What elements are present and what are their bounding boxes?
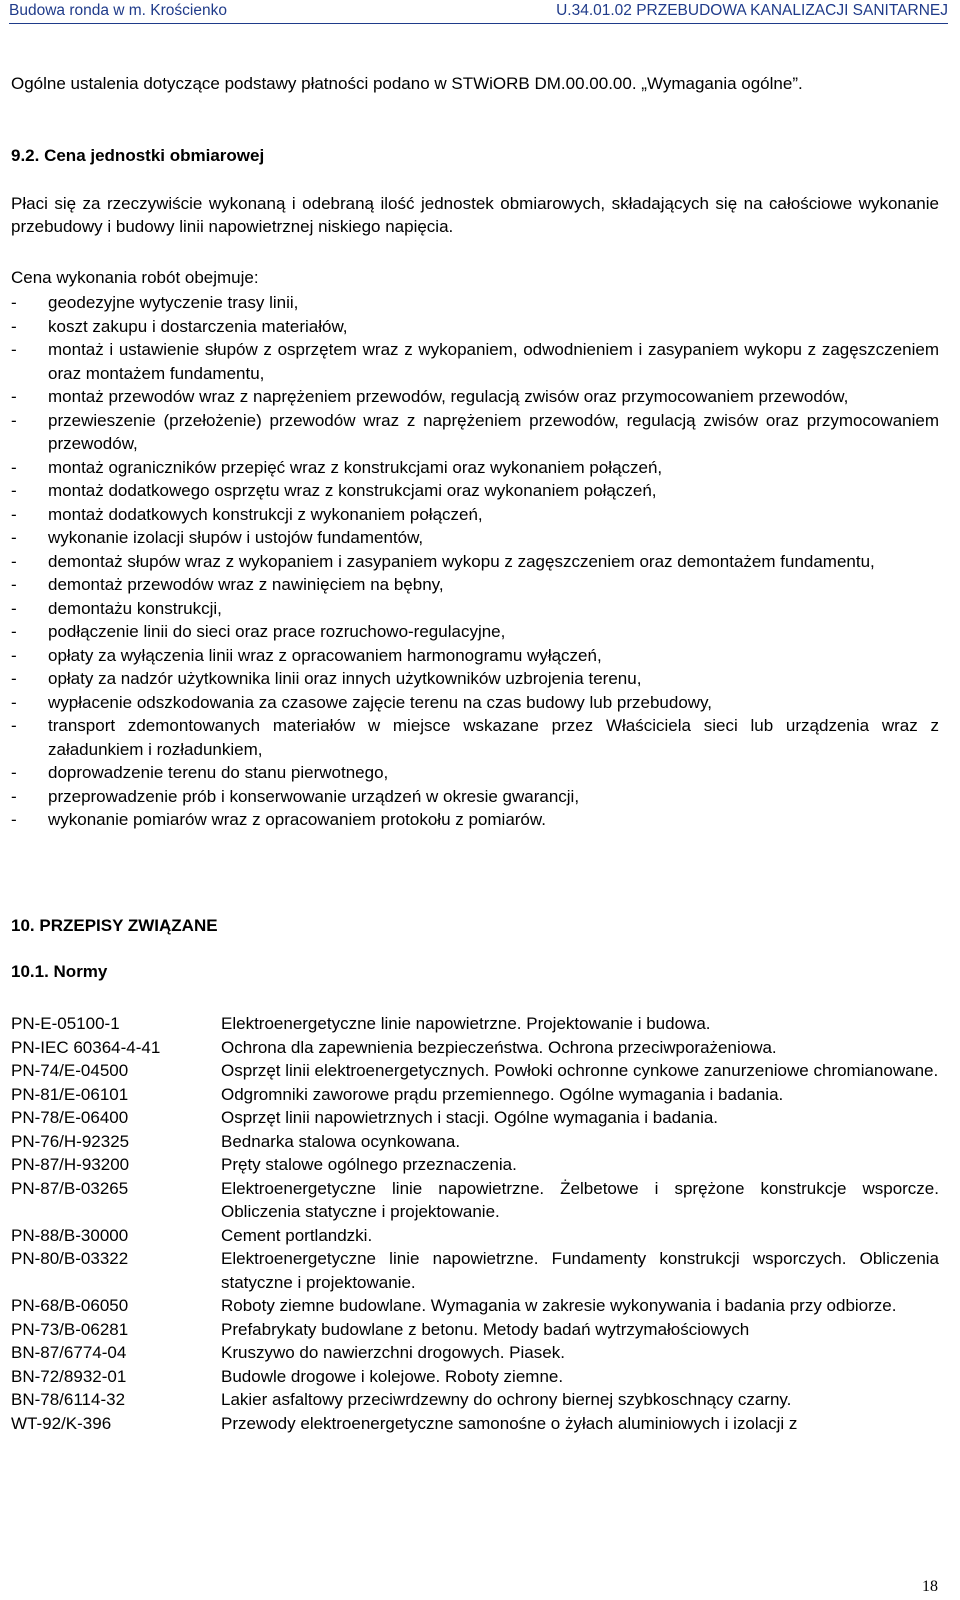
norm-description: Roboty ziemne budowlane. Wymagania w zakresie wykonywania i badania przy odbiorze. (221, 1296, 897, 1315)
cost-items-list (11, 291, 939, 832)
dash-marker: - (11, 622, 17, 641)
norm-row (11, 1106, 939, 1130)
dash-marker: - (11, 763, 17, 782)
norms-list (11, 1012, 939, 1435)
list-item (11, 644, 939, 668)
list-item (11, 291, 939, 315)
norm-description: Cement portlandzki. (221, 1225, 373, 1245)
header-divider (9, 23, 948, 24)
norm-row (11, 1177, 939, 1224)
norm-code: PN-87/B-03265 (11, 1178, 129, 1198)
list-item (11, 385, 939, 409)
dash-marker: - (11, 457, 17, 477)
dash-marker: - (11, 293, 17, 312)
dash-marker: - (11, 692, 17, 712)
norm-row (11, 1059, 939, 1083)
norm-description: Osprzęt linii napowietrznych i stacji. Ogólne wymagania i badania. (221, 1108, 719, 1127)
list-item-text: montaż dodatkowego osprzętu wraz z konstrukcjami oraz wykonaniem połączeń, (48, 481, 657, 500)
list-item-text: wypłacenie odszkodowania za czasowe zajęcie terenu na czas budowy lub przebudowy, (48, 692, 713, 712)
norm-code: BN-72/8932-01 (11, 1366, 127, 1386)
dash-marker: - (11, 810, 17, 829)
list-item-text: demontaż słupów wraz z wykopaniem i zasypaniem wykopu z zagęszczeniem oraz demontażem fundamentu, (48, 551, 875, 571)
norm-description: Budowle drogowe i kolejowe. Roboty ziemne. (221, 1366, 564, 1386)
list-item (11, 597, 939, 621)
list-item (11, 667, 939, 691)
list-item-text: wykonanie izolacji słupów i ustojów fundamentów, (48, 528, 424, 547)
cost-list-intro: Cena wykonania robót obejmuje: (11, 268, 259, 287)
list-item-text: montaż dodatkowych konstrukcji z wykonaniem połączeń, (48, 504, 483, 524)
intro-paragraph: Ogólne ustalenia dotyczące podstawy płatności podano w STWiORB DM.00.00.00. „Wymagania ogólne”. (11, 74, 803, 93)
list-item (11, 573, 939, 597)
section-10-heading: 10. PRZEPISY ZWIĄZANE (11, 916, 218, 935)
dash-marker: - (11, 598, 17, 618)
list-item (11, 714, 939, 761)
list-item-text: demontażu konstrukcji, (48, 598, 222, 618)
list-item (11, 785, 939, 809)
header-project-title: Budowa ronda w m. Krościenko (9, 2, 227, 19)
norm-code: PN-76/H-92325 (11, 1131, 130, 1151)
norm-row (11, 1224, 939, 1248)
norm-row (11, 1294, 939, 1318)
norm-code: WT-92/K-396 (11, 1413, 112, 1433)
norm-code: PN-74/E-04500 (11, 1061, 129, 1080)
list-item (11, 479, 939, 503)
norm-row (11, 1036, 939, 1060)
dash-marker: - (11, 669, 17, 688)
norm-description: Ochrona dla zapewnienia bezpieczeństwa. Ochrona przeciwporażeniowa. (221, 1037, 777, 1057)
norm-code: BN-87/6774-04 (11, 1343, 127, 1362)
list-item-text: demontaż przewodów wraz z nawinięciem na bębny, (48, 575, 444, 594)
norm-row (11, 1341, 939, 1365)
dash-marker: - (11, 316, 17, 336)
dash-marker: - (11, 645, 17, 665)
norm-description: Elektroenergetyczne linie napowietrzne. Fundamenty konstrukcji wsporczych. Obliczenia statyczne i projektowanie. (221, 1249, 939, 1292)
norm-row (11, 1318, 939, 1342)
dash-marker: - (11, 575, 17, 594)
list-item-text: opłaty za wyłączenia linii wraz z opracowaniem harmonogramu wyłączeń, (48, 645, 602, 665)
norm-code: BN-78/6114-32 (11, 1390, 126, 1409)
norm-row (11, 1388, 939, 1412)
list-item-text: montaż ograniczników przepięć wraz z konstrukcjami oraz wykonaniem połączeń, (48, 457, 663, 477)
norm-code: PN-81/E-06101 (11, 1084, 129, 1104)
dash-marker: - (11, 387, 17, 406)
norm-code: PN-IEC 60364-4-41 (11, 1037, 161, 1057)
section-9-2-heading: 9.2. Cena jednostki obmiarowej (11, 146, 265, 165)
norm-row (11, 1012, 939, 1036)
dash-marker: - (11, 340, 17, 359)
list-item-text: podłączenie linii do sieci oraz prace rozruchowo-regulacyjne, (48, 622, 506, 641)
list-item (11, 503, 939, 527)
list-item-text: geodezyjne wytyczenie trasy linii, (48, 293, 299, 312)
list-item-text: wykonanie pomiarów wraz z opracowaniem protokołu z pomiarów. (48, 810, 546, 829)
section-9-2-paragraph: Płaci się za rzeczywiście wykonaną i odebraną ilość jednostek obmiarowych, składających się na całościowe wykonanie przebudowy i budowy linii napowietrznej niskiego napięcia. (11, 194, 939, 236)
section-10-1-heading: 10.1. Normy (11, 962, 108, 981)
norm-code: PN-80/B-03322 (11, 1249, 129, 1268)
norm-description: Kruszywo do nawierzchni drogowych. Piasek. (221, 1343, 565, 1362)
list-item (11, 456, 939, 480)
list-item-text: przeprowadzenie prób i konserwowanie urządzeń w okresie gwarancji, (48, 786, 580, 806)
norm-code: PN-73/B-06281 (11, 1319, 129, 1339)
dash-marker: - (11, 786, 17, 806)
dash-marker: - (11, 551, 17, 571)
dash-marker: - (11, 410, 17, 430)
norm-description: Przewody elektroenergetyczne samonośne o żyłach aluminiowych i izolacji z (221, 1413, 798, 1433)
norm-row (11, 1130, 939, 1154)
norm-row (11, 1412, 939, 1436)
norm-code: PN-68/B-06050 (11, 1296, 129, 1315)
norm-row (11, 1083, 939, 1107)
dash-marker: - (11, 528, 17, 547)
dash-marker: - (11, 481, 17, 500)
list-item (11, 808, 939, 832)
list-item-text: transport zdemontowanych materiałów w miejsce wskazane przez Właściciela sieci lub urządzenia wraz z załadunkiem i rozładunkiem, (48, 716, 939, 759)
list-item (11, 409, 939, 456)
norm-description: Elektroenergetyczne linie napowietrzne. Projektowanie i budowa. (221, 1014, 711, 1033)
list-item-text: montaż przewodów wraz z naprężeniem przewodów, regulacją zwisów oraz przymocowaniem przewodów, (48, 387, 849, 406)
dash-marker: - (11, 716, 17, 735)
dash-marker: - (11, 504, 17, 524)
list-item-text: doprowadzenie terenu do stanu pierwotnego, (48, 763, 389, 782)
list-item (11, 526, 939, 550)
norm-code: PN-87/H-93200 (11, 1155, 130, 1174)
norm-row (11, 1365, 939, 1389)
list-item-text: opłaty za nadzór użytkownika linii oraz innych użytkowników uzbrojenia terenu, (48, 669, 642, 688)
norm-description: Osprzęt linii elektroenergetycznych. Powłoki ochronne cynkowe zanurzeniowe chromianowane. (221, 1061, 939, 1080)
norm-description: Pręty stalowe ogólnego przeznaczenia. (221, 1155, 517, 1174)
norm-description: Prefabrykaty budowlane z betonu. Metody badań wytrzymałościowych (221, 1319, 750, 1339)
page-number: 18 (922, 1578, 938, 1595)
norm-description: Elektroenergetyczne linie napowietrzne. Żelbetowe i sprężone konstrukcje wsporcze. Obliczenia statyczne i projektowanie. (221, 1178, 939, 1221)
list-item (11, 620, 939, 644)
page-header (9, 2, 948, 22)
list-item-text: montaż i ustawienie słupów z osprzętem wraz z wykopaniem, odwodnieniem i zasypaniem wykopu z zagęszczeniem oraz montażem fundamentu, (48, 340, 939, 383)
header-spec-code: U.34.01.02 PRZEBUDOWA KANALIZACJI SANITARNEJ (556, 2, 948, 19)
list-item (11, 761, 939, 785)
norm-row (11, 1153, 939, 1177)
norm-code: PN-88/B-30000 (11, 1225, 129, 1245)
norm-description: Bednarka stalowa ocynkowana. (221, 1131, 461, 1151)
list-item (11, 315, 939, 339)
list-item (11, 691, 939, 715)
norm-description: Odgromniki zaworowe prądu przemiennego. Ogólne wymagania i badania. (221, 1084, 784, 1104)
list-item (11, 338, 939, 385)
norm-row (11, 1247, 939, 1294)
norm-code: PN-78/E-06400 (11, 1108, 129, 1127)
list-item-text: koszt zakupu i dostarczenia materiałów, (48, 316, 348, 336)
norm-description: Lakier asfaltowy przeciwrdzewny do ochrony biernej szybkoschnący czarny. (221, 1390, 792, 1409)
list-item-text: przewieszenie (przełożenie) przewodów wraz z naprężeniem przewodów, regulacją zwisów oraz przymocowaniem przewodów, (48, 410, 939, 453)
norm-code: PN-E-05100-1 (11, 1014, 120, 1033)
list-item (11, 550, 939, 574)
